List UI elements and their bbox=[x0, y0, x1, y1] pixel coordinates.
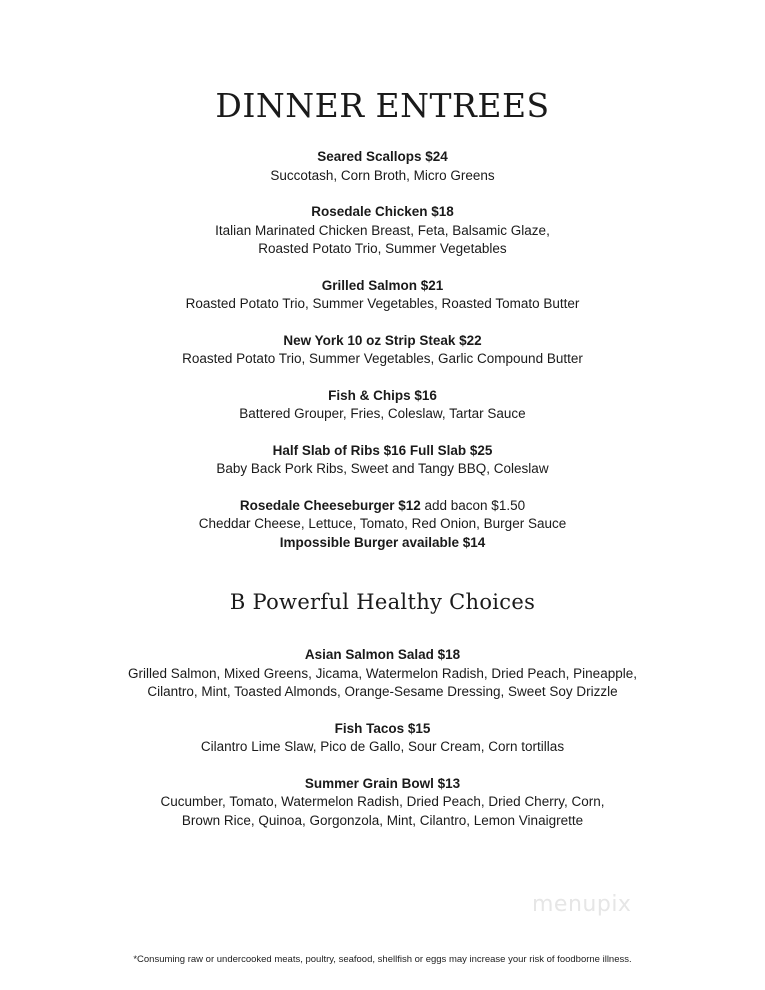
menu-item-description: Cucumber, Tomato, Watermelon Radish, Dried Peach, Dried Cherry, Corn, bbox=[160, 794, 605, 809]
menu-item-description: Baby Back Pork Ribs, Sweet and Tangy BBQ, Coleslaw bbox=[216, 461, 549, 476]
healthy-list bbox=[0, 646, 765, 848]
entrees-list bbox=[0, 148, 765, 570]
menu-item-name: Half Slab of Ribs $16 Full Slab $25 bbox=[272, 442, 493, 458]
footnote: *Consuming raw or undercooked meats, poultry, seafood, shellfish or eggs may increase your risk of foodborne illness. bbox=[133, 954, 632, 965]
menu-item-description: Cheddar Cheese, Lettuce, Tomato, Red Onion, Burger Sauce bbox=[198, 516, 567, 531]
menu-item-name: Fish & Chips $16 bbox=[328, 387, 437, 403]
menu-item-description: Cilantro, Mint, Toasted Almonds, Orange-Sesame Dressing, Sweet Soy Drizzle bbox=[147, 684, 618, 699]
menu-item-description: Roasted Potato Trio, Summer Vegetables bbox=[258, 241, 507, 256]
menu-item bbox=[0, 277, 765, 314]
menu-item-description: Cilantro Lime Slaw, Pico de Gallo, Sour Cream, Corn tortillas bbox=[200, 739, 565, 754]
page-title: DINNER ENTREES bbox=[215, 86, 550, 125]
menu-item-name: Grilled Salmon $21 bbox=[321, 277, 444, 293]
menu-item-name: Asian Salmon Salad $18 bbox=[304, 647, 461, 662]
menu-item-name: Summer Grain Bowl $13 bbox=[304, 775, 461, 791]
menu-item-description: Grilled Salmon, Mixed Greens, Jicama, Watermelon Radish, Dried Peach, Pineapple, bbox=[128, 665, 637, 681]
menu-item-addon: add bacon $1.50 bbox=[420, 497, 526, 513]
menu-item-name: Rosedale Cheeseburger $12 bbox=[239, 497, 421, 513]
menu-item bbox=[0, 332, 765, 369]
menu-item-description: Brown Rice, Quinoa, Gorgonzola, Mint, Cilantro, Lemon Vinaigrette bbox=[181, 812, 584, 828]
menu-item-name: Seared Scallops $24 bbox=[317, 149, 448, 164]
menu-item bbox=[0, 646, 765, 702]
menu-item-description: Succotash, Corn Broth, Micro Greens bbox=[270, 167, 495, 183]
menu-item bbox=[0, 203, 765, 259]
menu-item-alternative: Impossible Burger available $14 bbox=[279, 534, 486, 550]
menu-item-description: Italian Marinated Chicken Breast, Feta, Balsamic Glaze, bbox=[215, 222, 550, 238]
menu-item-description: Roasted Potato Trio, Summer Vegetables, Garlic Compound Butter bbox=[182, 351, 583, 366]
watermark: menupix bbox=[532, 892, 632, 917]
menu-item-name: Rosedale Chicken $18 bbox=[311, 204, 454, 219]
menu-item-name: New York 10 oz Strip Steak $22 bbox=[283, 332, 482, 348]
menu-item bbox=[0, 387, 765, 424]
section-title: B Powerful Healthy Choices bbox=[229, 590, 536, 614]
menu-item bbox=[0, 720, 765, 757]
menu-item bbox=[0, 442, 765, 479]
menu-item-description: Battered Grouper, Fries, Coleslaw, Tartar Sauce bbox=[239, 406, 526, 421]
menu-item-description: Roasted Potato Trio, Summer Vegetables, Roasted Tomato Butter bbox=[185, 296, 580, 311]
menu-item-name: Fish Tacos $15 bbox=[334, 720, 431, 736]
menu-item bbox=[0, 775, 765, 831]
menu-item bbox=[0, 148, 765, 185]
menu-item bbox=[0, 497, 765, 553]
menu-item-heading bbox=[0, 497, 765, 516]
